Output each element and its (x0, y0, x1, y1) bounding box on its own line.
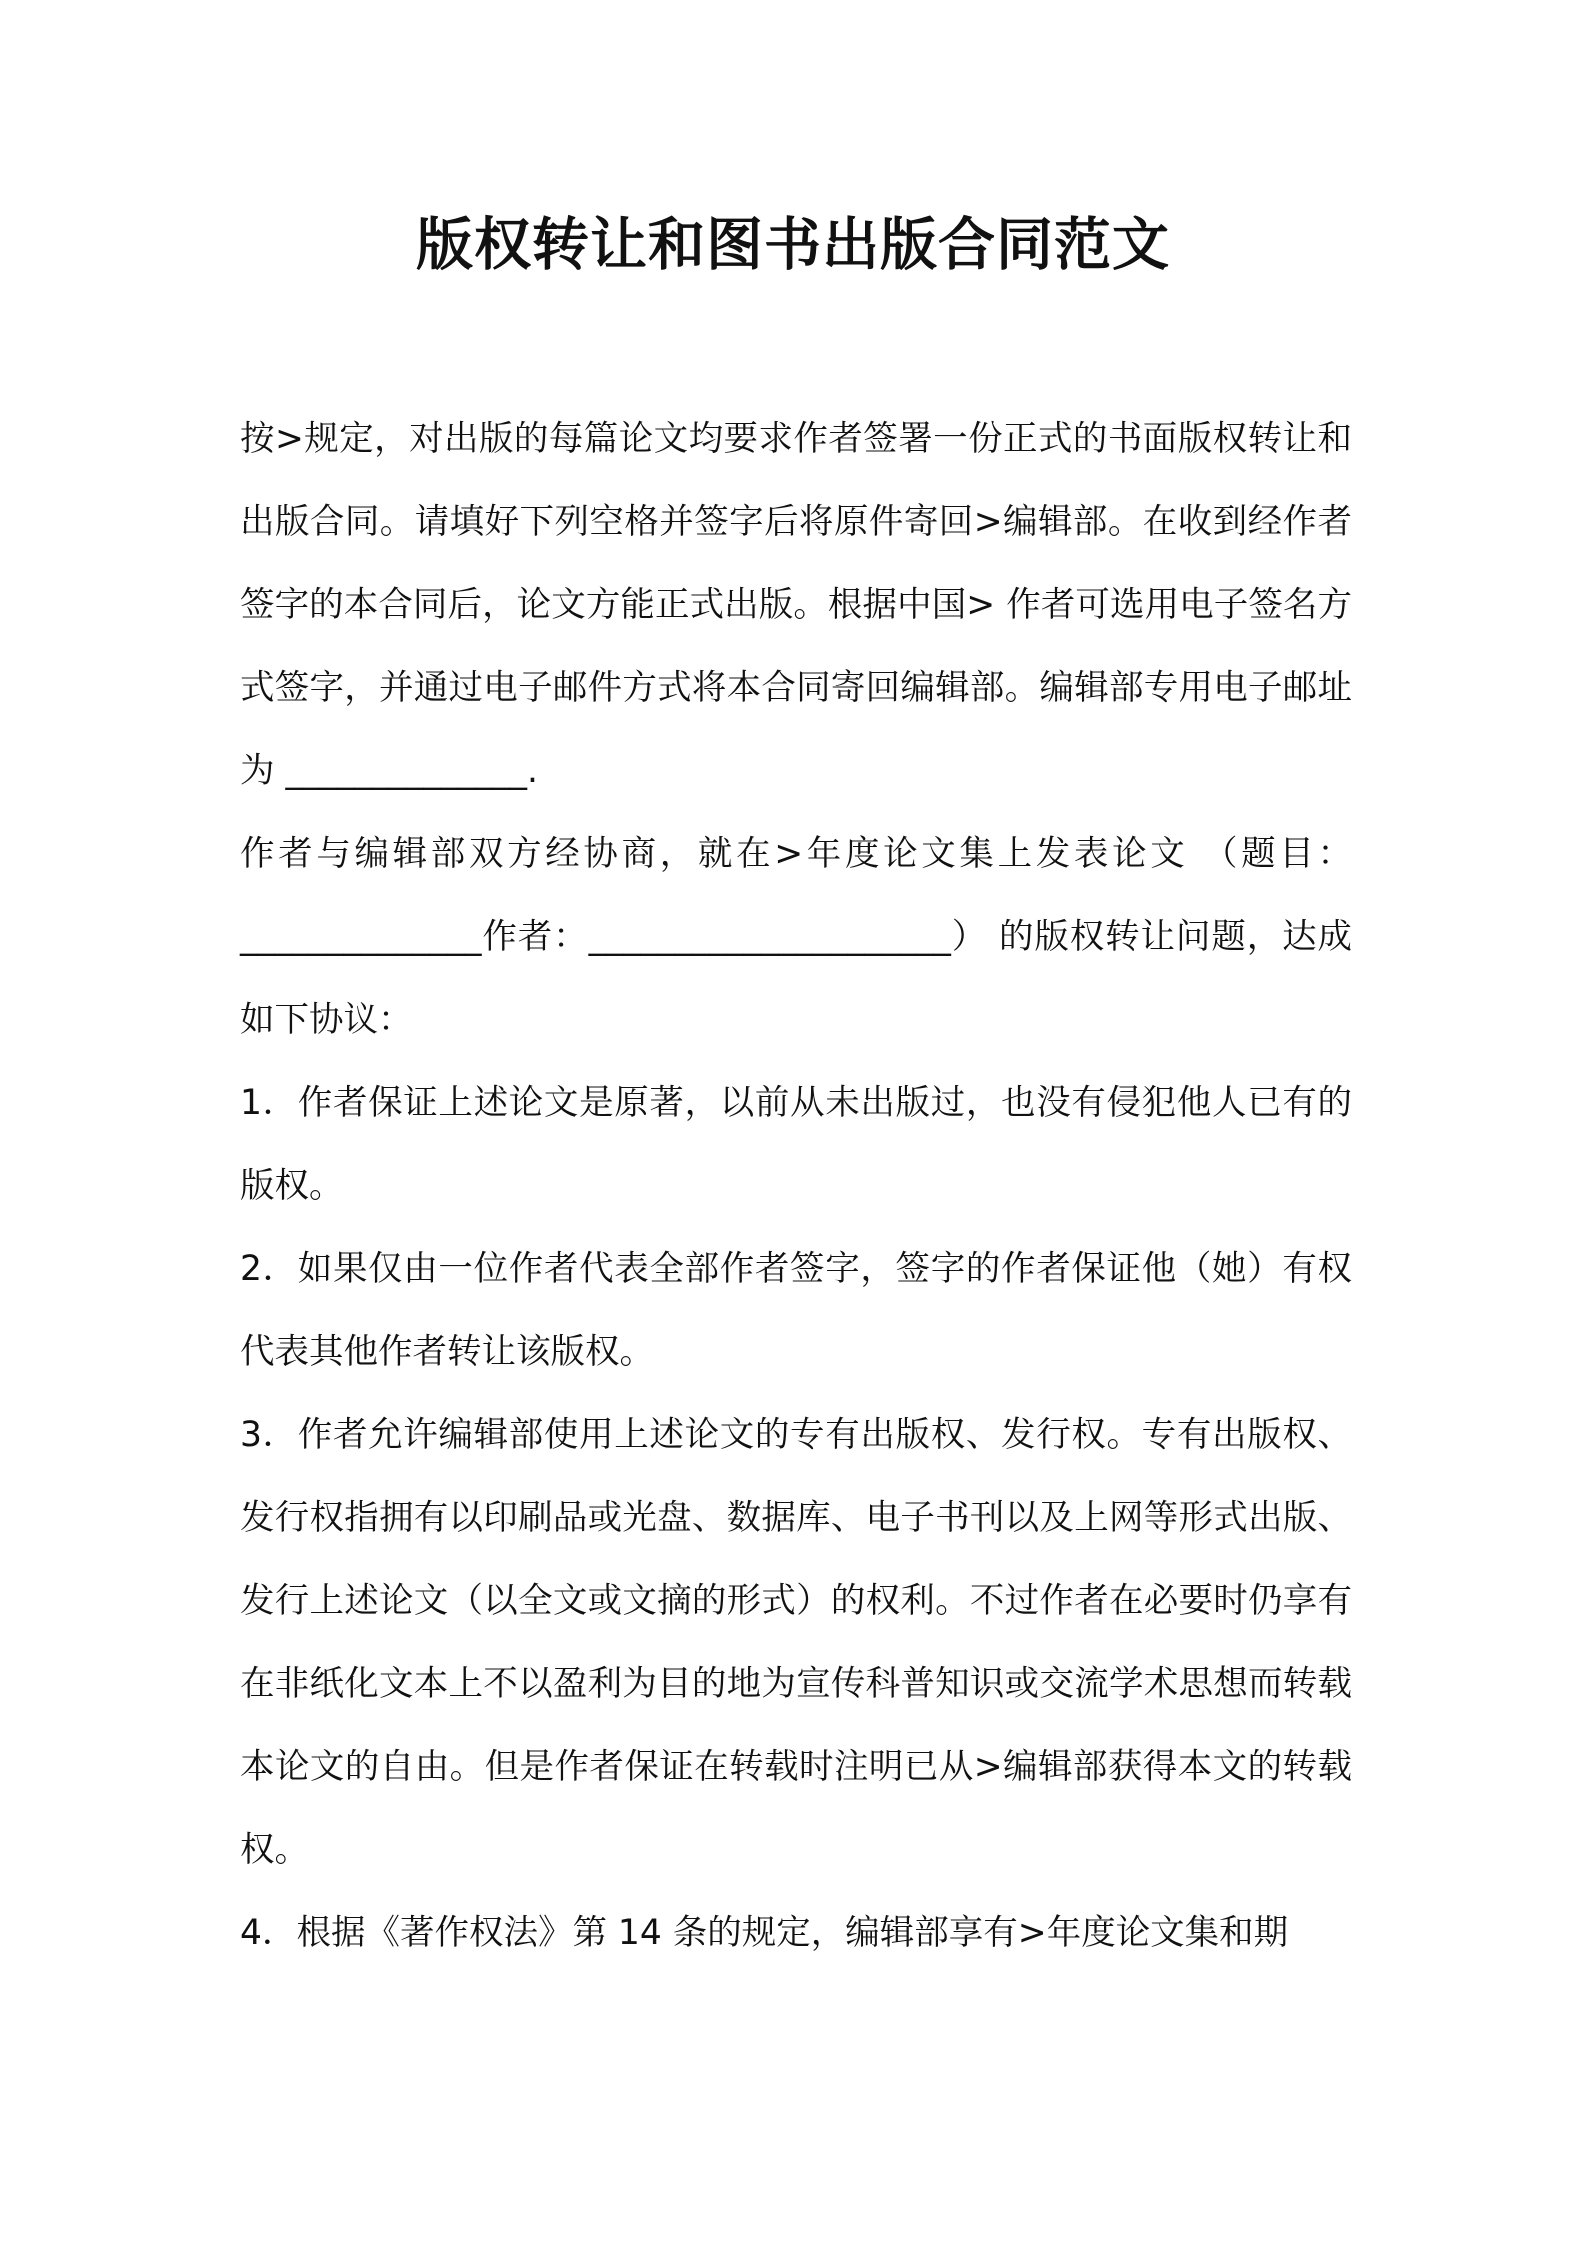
document-body (240, 398, 1352, 1975)
document-title: 版权转让和图书出版合同范文 (416, 212, 1170, 278)
paragraph-intro: 按>规定，对出版的每篇论文均要求作者签署一份正式的书面版权转让和出版合同。请填好下列空格并签字后将原件寄回>编辑部。在收到经作者签字的本合同后，论文方能正式出版。根据中国> 作者可选用电子签名方式签字，并通过电子邮件方式将本合同寄回编辑部。编辑部专用电子邮址为 ______________. (240, 419, 1352, 791)
clause-1: 1．作者保证上述论文是原著，以前从未出版过，也没有侵犯他人已有的版权。 (240, 1083, 1352, 1206)
clause-2: 2．如果仅由一位作者代表全部作者签字，签字的作者保证他（她）有权代表其他作者转让该版权。 (240, 1249, 1352, 1372)
paragraph-agreement: 作者与编辑部双方经协商，就在>年度论文集上发表论文 （题目：______________作者：_____________________） 的版权转让问题，达成如下协议： (240, 834, 1352, 1040)
clause-3: 3．作者允许编辑部使用上述论文的专有出版权、发行权。专有出版权、发行权指拥有以印刷品或光盘、数据库、电子书刊以及上网等形式出版、发行上述论文（以全文或文摘的形式）的权利。不过作者在必要时仍享有在非纸化文本上不以盈利为目的地为宣传科普知识或交流学术思想而转载本论文的自由。但是作者保证在转载时注明已从>编辑部获得本文的转载权。 (240, 1415, 1352, 1870)
clause-4: 4．根据《著作权法》第 14 条的规定，编辑部享有>年度论文集和期 (240, 1913, 1289, 1953)
